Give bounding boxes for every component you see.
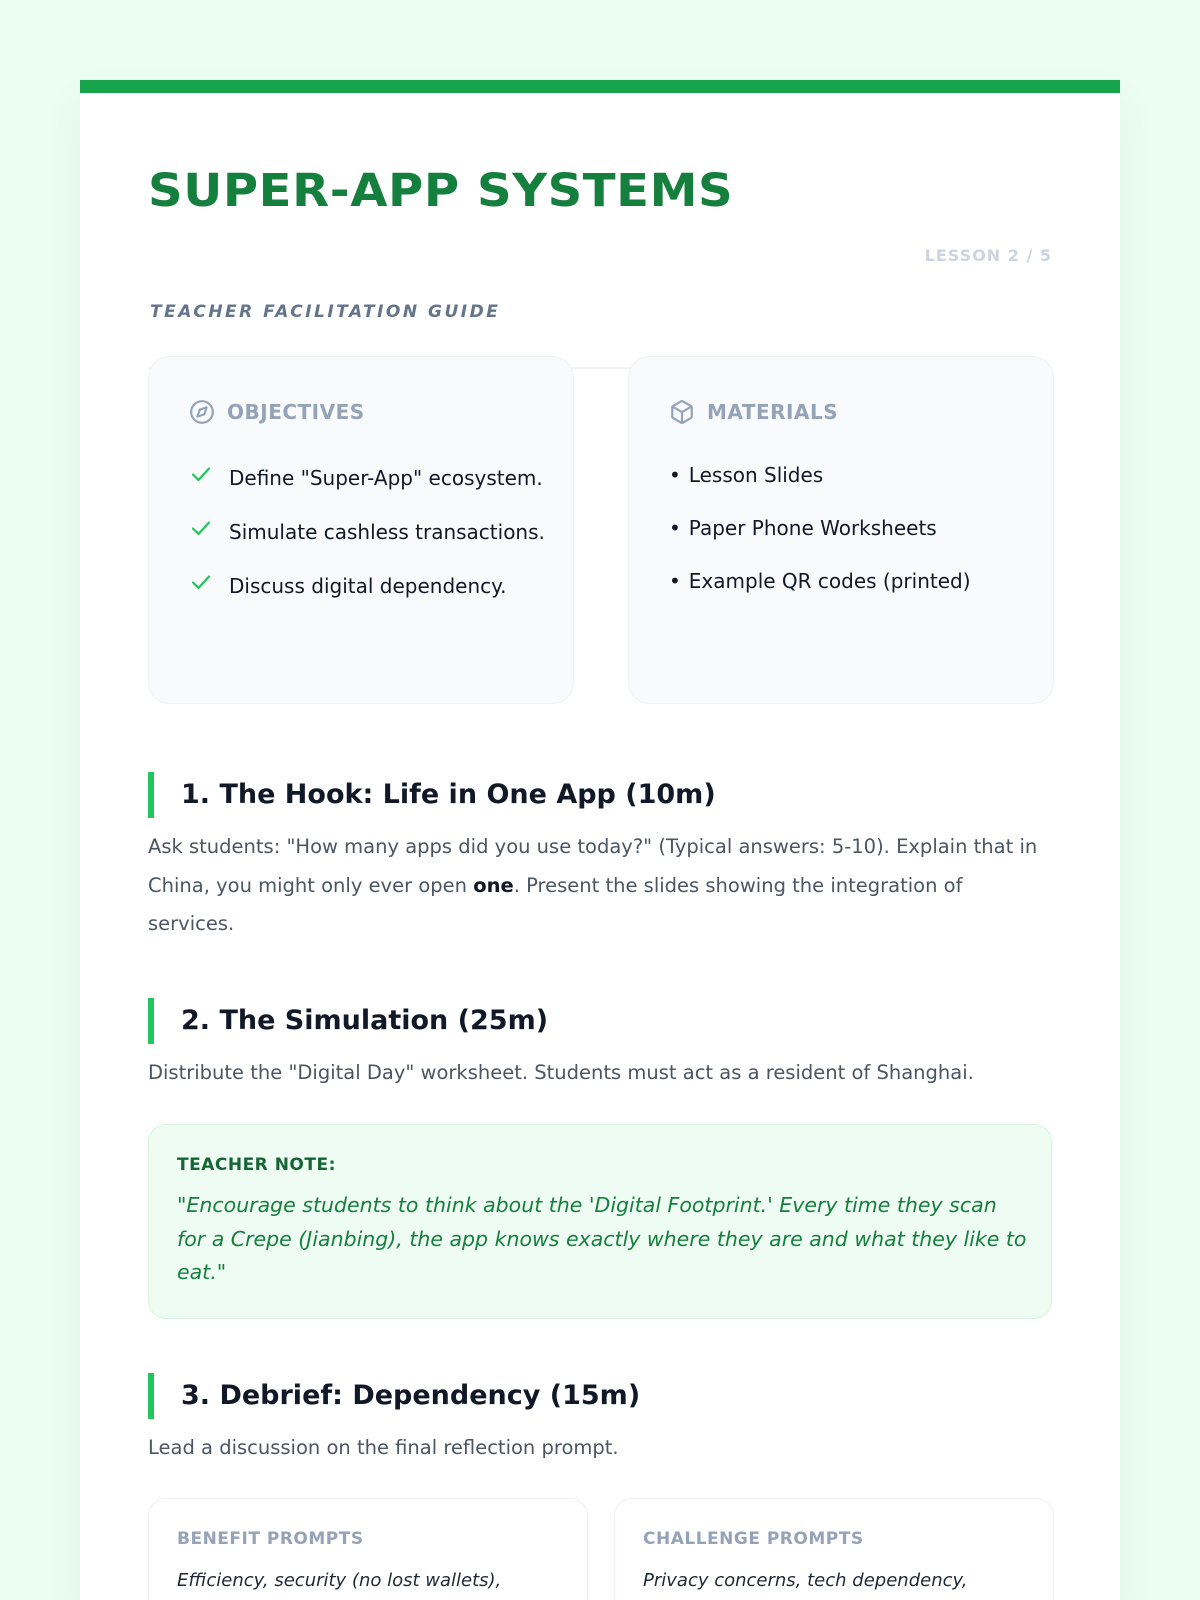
teacher-note-text: "Encourage students to think about the 'Digital Footprint.' Every time they scan for a Crepe (Jianbing), the app knows exactly where they are and what they like to eat."	[177, 1193, 1027, 1284]
material-item	[669, 514, 971, 542]
accent-bar	[80, 80, 1120, 93]
hook-text-emphasis: one	[473, 873, 514, 897]
compass-icon	[189, 399, 215, 425]
objective-item	[189, 569, 549, 603]
objective-item	[189, 461, 549, 495]
check-icon	[189, 462, 213, 486]
challenge-prompts-card	[614, 1498, 1054, 1600]
teacher-note	[148, 1124, 1052, 1319]
objectives-header	[189, 399, 365, 425]
materials-list	[669, 461, 971, 620]
bullet-icon: •	[669, 463, 681, 487]
page-subtitle: TEACHER FACILITATION GUIDE	[150, 302, 501, 322]
material-text: Paper Phone Worksheets	[688, 516, 937, 540]
material-item	[669, 567, 971, 595]
section-body-debrief: Lead a discussion on the final reflection prompt.	[148, 1436, 619, 1459]
section-heading-debrief: 3. Debrief: Dependency (15m)	[148, 1373, 1052, 1419]
materials-heading: MATERIALS	[707, 400, 839, 424]
objectives-list	[189, 461, 549, 623]
page-header	[148, 164, 1052, 369]
materials-card	[628, 356, 1054, 704]
challenge-prompts-text: Privacy concerns, tech dependency,	[643, 1570, 968, 1591]
materials-header	[669, 399, 838, 425]
teacher-note-label: TEACHER NOTE:	[177, 1155, 336, 1175]
hook-text-end: . Present the slides showing the integration of services.	[148, 873, 963, 935]
objective-item	[189, 515, 549, 549]
lesson-page	[80, 80, 1120, 1600]
lesson-number: LESSON 2 / 5	[924, 246, 1052, 265]
section-body-simulation: Distribute the "Digital Day" worksheet. Students must act as a resident of Shanghai.	[148, 1061, 974, 1084]
objectives-heading: OBJECTIVES	[227, 400, 365, 424]
material-text: Lesson Slides	[688, 463, 824, 487]
challenge-prompts-label: CHALLENGE PROMPTS	[643, 1529, 864, 1549]
material-text: Example QR codes (printed)	[688, 569, 971, 593]
hook-text-start: Ask students: "How many apps did you use today?" (Typical answers: 5-10). Explain that in China, you might only ever open	[148, 835, 1038, 897]
bullet-icon: •	[669, 516, 681, 540]
check-icon	[189, 516, 213, 540]
bullet-icon: •	[669, 569, 681, 593]
benefit-prompts-card	[148, 1498, 588, 1600]
objectives-card	[148, 356, 574, 704]
objective-text: Simulate cashless transactions.	[229, 520, 545, 544]
page-title: SUPER-APP SYSTEMS	[148, 164, 734, 217]
benefit-prompts-text: Efficiency, security (no lost wallets),	[177, 1570, 502, 1591]
check-icon	[189, 570, 213, 594]
box-icon	[669, 399, 695, 425]
objective-text: Define "Super-App" ecosystem.	[229, 466, 543, 490]
benefit-prompts-label: BENEFIT PROMPTS	[177, 1529, 364, 1549]
material-item	[669, 461, 971, 489]
section-heading-simulation: 2. The Simulation (25m)	[148, 998, 1052, 1044]
section-heading-hook: 1. The Hook: Life in One App (10m)	[148, 772, 1052, 818]
section-body-hook	[148, 828, 1052, 944]
objective-text: Discuss digital dependency.	[229, 574, 507, 598]
